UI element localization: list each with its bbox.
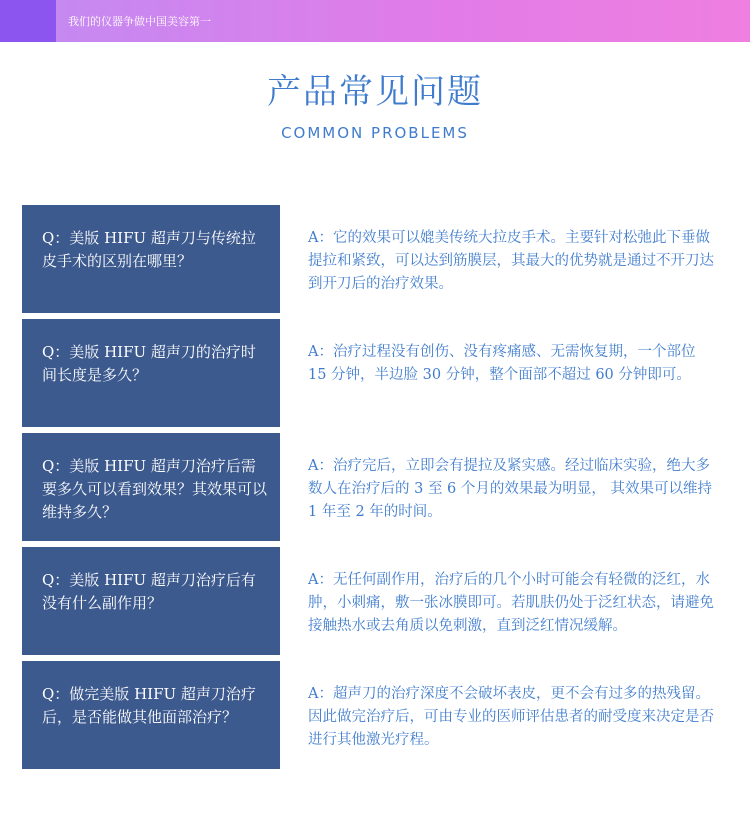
page-title: 产品常见问题 <box>267 72 483 112</box>
faq-answer: A：它的效果可以媲美传统大拉皮手术。主要针对松弛此下垂做提拉和紧致，可以达到筋膜层，其最大的优势就是通过不开刀达到开刀后的治疗效果。 <box>308 230 714 292</box>
faq-item <box>22 205 728 313</box>
page-subtitle: COMMON PROBLEMS <box>281 124 469 142</box>
faq-question: Q：美版 HIFU 超声刀与传统拉皮手术的区别在哪里？ <box>22 205 280 313</box>
faq-answer: A：超声刀的治疗深度不会破坏表皮，更不会有过多的热残留。因此做完治疗后，可由专业的医师评估患者的耐受度来决定是否进行其他激光疗程。 <box>308 686 714 748</box>
top-banner <box>0 0 750 42</box>
faq-list <box>22 205 728 775</box>
faq-answer: A：无任何副作用，治疗后的几个小时可能会有轻微的泛红，水肿，小刺痛，敷一张冰膜即可。若肌肤仍处于泛红状态，请避免接触热水或去角质以免刺激，直到泛红情况缓解。 <box>308 572 714 634</box>
faq-question: Q：美版 HIFU 超声刀治疗后需要多久可以看到效果？其效果可以维持多久？ <box>22 433 280 541</box>
faq-question: Q：美版 HIFU 超声刀的治疗时间长度是多久？ <box>22 319 280 427</box>
banner-side-block <box>0 0 56 42</box>
banner-tagline: 我们的仪器争做中国美容第一 <box>68 15 211 28</box>
faq-question: Q：做完美版 HIFU 超声刀治疗后，是否能做其他面部治疗？ <box>22 661 280 769</box>
faq-item <box>22 661 728 769</box>
faq-item <box>22 547 728 655</box>
faq-question: Q：美版 HIFU 超声刀治疗后有没有什么副作用？ <box>22 547 280 655</box>
faq-item <box>22 433 728 541</box>
faq-answer: A：治疗完后，立即会有提拉及紧实感。经过临床实验，绝大多数人在治疗后的 3 至 6 个月的效果最为明显， 其效果可以维持 1 年至 2 年的时间。 <box>308 458 712 520</box>
faq-item <box>22 319 728 427</box>
faq-answer: A：治疗过程没有创伤、没有疼痛感、无需恢复期，一个部位 15 分钟，半边脸 30 分钟，整个面部不超过 60 分钟即可。 <box>308 344 696 383</box>
